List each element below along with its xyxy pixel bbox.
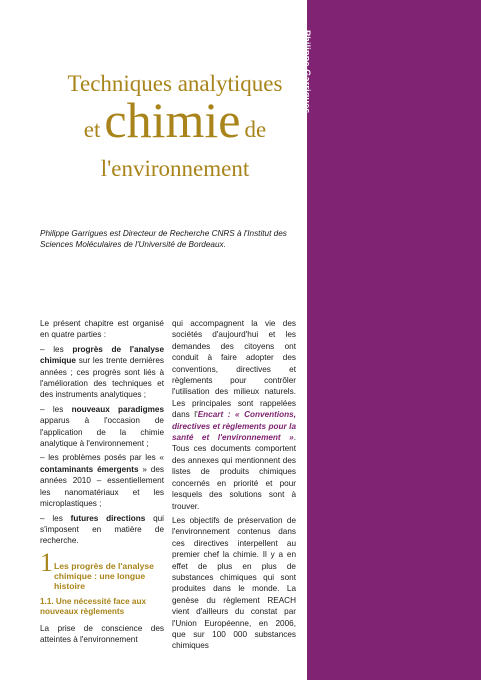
author-lead: Philippe Garrigues est Directeur de Recherche CNRS à l'Institut des Sciences Moléculaires de l'Université de Bordeaux. (40, 229, 287, 249)
title-line-2 (40, 92, 310, 155)
section-heading (40, 547, 164, 593)
page-title (40, 70, 310, 183)
column-1 (40, 318, 164, 649)
column-2 (172, 318, 296, 655)
section-title: Les progrès de l'analyse chimique : une longue histoire (54, 560, 154, 591)
title-et: et (83, 117, 101, 142)
title-line-3: l'environnement (100, 156, 250, 181)
sidebar-band (307, 0, 481, 680)
list-item: – les futures directions qui s'imposent en matière de recherche. (40, 513, 164, 546)
list-item: – les problèmes posés par les « contaminants émergents » des années 2010 – essentiellement les nanomatériaux et les microplastiques ; (40, 453, 164, 509)
encart-reference: Encart : « Conventions, directives et règlements pour la santé et l'environnement » (172, 410, 296, 443)
body-paragraph: Les objectifs de préservation de l'environnement contenus dans ces directives interpellent au premier chef la chimie. Il y a en effet de plus en plus de substances chimiques qui sont produites dans le monde. La genèse du règlement REACH vient d'ailleurs du constat par l'Union Européenne, en 2006, que sur 100 000 substances chimiques (172, 515, 296, 651)
section-number: 1 (40, 547, 53, 577)
list-item: – les nouveaux paradigmes apparus à l'occasion de l'application de la chimie analytique à l'environnement ; (40, 404, 165, 449)
sidebar-author: Philippe Garrigues (302, 30, 312, 114)
title-de: de (244, 117, 267, 142)
body-paragraph: qui accompagnent la vie des sociétés d'aujourd'hui et les demandes des citoyens ont conduit à faire adopter des conventions, directives et règlements pour contrôler l'utilisation des milieux naturels. Les principales sont rappelées dans l'Encart : « Conventions, directives et règlements pour la santé et l'environnement ». Tous ces documents comportent des annexes qui mentionnent des listes de produits chimiques concernés en priorité et pour lesquels des solutions sont à trouver. (172, 319, 296, 511)
title-chimie: chimie (104, 92, 241, 148)
body-paragraph: La prise de conscience des atteintes à l'environnement (40, 623, 164, 645)
subsection-title: 1.1. Une nécessité face aux nouveaux règlements (40, 596, 147, 616)
intro-paragraph: Le présent chapitre est organisé en quatre parties : (40, 319, 164, 340)
list-item: – les progrès de l'analyse chimique sur les trente dernières années ; ces progrès sont liés à l'amélioration des techniques et des instruments analytiques ; (40, 344, 164, 400)
title-line-1: Techniques analytiques (67, 71, 283, 96)
